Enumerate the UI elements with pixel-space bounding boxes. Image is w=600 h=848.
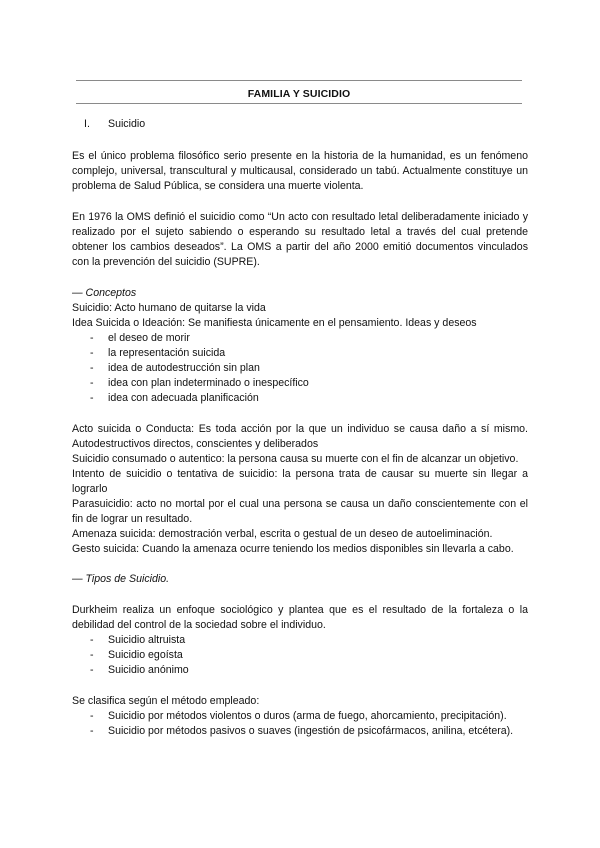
document-body xyxy=(72,117,528,739)
list-item: - idea de autodestrucción sin plan xyxy=(90,362,260,374)
suicidio-definition: Suicidio: Acto humano de quitarse la vida xyxy=(72,302,266,314)
tipos-list xyxy=(72,633,528,678)
intro-paragraph: Es el único problema filosófico serio presente en la historia de la humanidad, es un fenómeno complejo, universal, transcultural y multicausal, considerado un tabú. Actualmente constituye un problema de Salud Pública, se considera una muerte violenta. xyxy=(72,150,528,192)
acto-definition: Acto suicida o Conducta: Es toda acción por la que un individuo se causa daño a sí mismo. Autodestructivos directos, conscientes y deliberados xyxy=(72,423,528,450)
list-item: - Suicidio por métodos pasivos o suaves (ingestión de psicofármacos, anilina, etcétera). xyxy=(90,725,514,737)
intento-definition: Intento de suicidio o tentativa de suicidio: la persona trata de causar su muerte sin llegar a lograrlo xyxy=(72,468,528,495)
list-item: - Suicidio anónimo xyxy=(90,664,189,676)
list-item: - Suicidio altruista xyxy=(90,634,186,646)
section-heading xyxy=(72,117,528,132)
list-item: - idea con adecuada planificación xyxy=(90,392,259,404)
tipos-heading: — Tipos de Suicidio. xyxy=(72,573,170,585)
ideas-list xyxy=(72,331,528,406)
amenaza-definition: Amenaza suicida: demostración verbal, escrita o gestual de un deseo de autoeliminación. xyxy=(72,528,493,540)
parasuicidio-definition: Parasuicidio: acto no mortal por el cual una persona se causa un daño conscientemente con el fin de lograr un resultado. xyxy=(72,498,528,525)
metodos-list xyxy=(72,709,528,739)
list-item: - el deseo de morir xyxy=(90,332,190,344)
document-title: FAMILIA Y SUICIDIO xyxy=(247,88,351,100)
oms-paragraph: En 1976 la OMS definió el suicidio como “Un acto con resultado letal deliberadamente iniciado y realizado por el sujeto sabiendo o esperando su resultado letal a través del cual pretende obtener los cambios deseados”. La OMS a partir del año 2000 emitió documentos vinculados con la prevención del suicidio (SUPRE). xyxy=(72,211,528,268)
list-item: - Suicidio egoísta xyxy=(90,649,183,661)
metodo-paragraph: Se clasifica según el método empleado: xyxy=(72,695,260,707)
consumado-definition: Suicidio consumado o autentico: la persona causa su muerte con el fin de alcanzar un objetivo. xyxy=(72,453,519,465)
durkheim-paragraph: Durkheim realiza un enfoque sociológico y plantea que es el resultado de la fortaleza o la debilidad del control de la sociedad sobre el individuo. xyxy=(72,604,528,631)
section-number: I. xyxy=(84,118,90,130)
gesto-definition: Gesto suicida: Cuando la amenaza ocurre teniendo los medios disponibles sin llevarla a cabo. xyxy=(72,543,514,555)
list-item: - idea con plan indeterminado o inespecífico xyxy=(90,377,309,389)
top-rule xyxy=(76,80,522,81)
list-item: - Suicidio por métodos violentos o duros (arma de fuego, ahorcamiento, precipitación). xyxy=(90,710,507,722)
section-label: Suicidio xyxy=(108,118,146,130)
ideacion-definition: Idea Suicida o Ideación: Se manifiesta únicamente en el pensamiento. Ideas y deseos xyxy=(72,317,477,329)
title-rule xyxy=(76,103,522,104)
list-item: - la representación suicida xyxy=(90,347,226,359)
conceptos-heading: — Conceptos xyxy=(72,287,137,299)
